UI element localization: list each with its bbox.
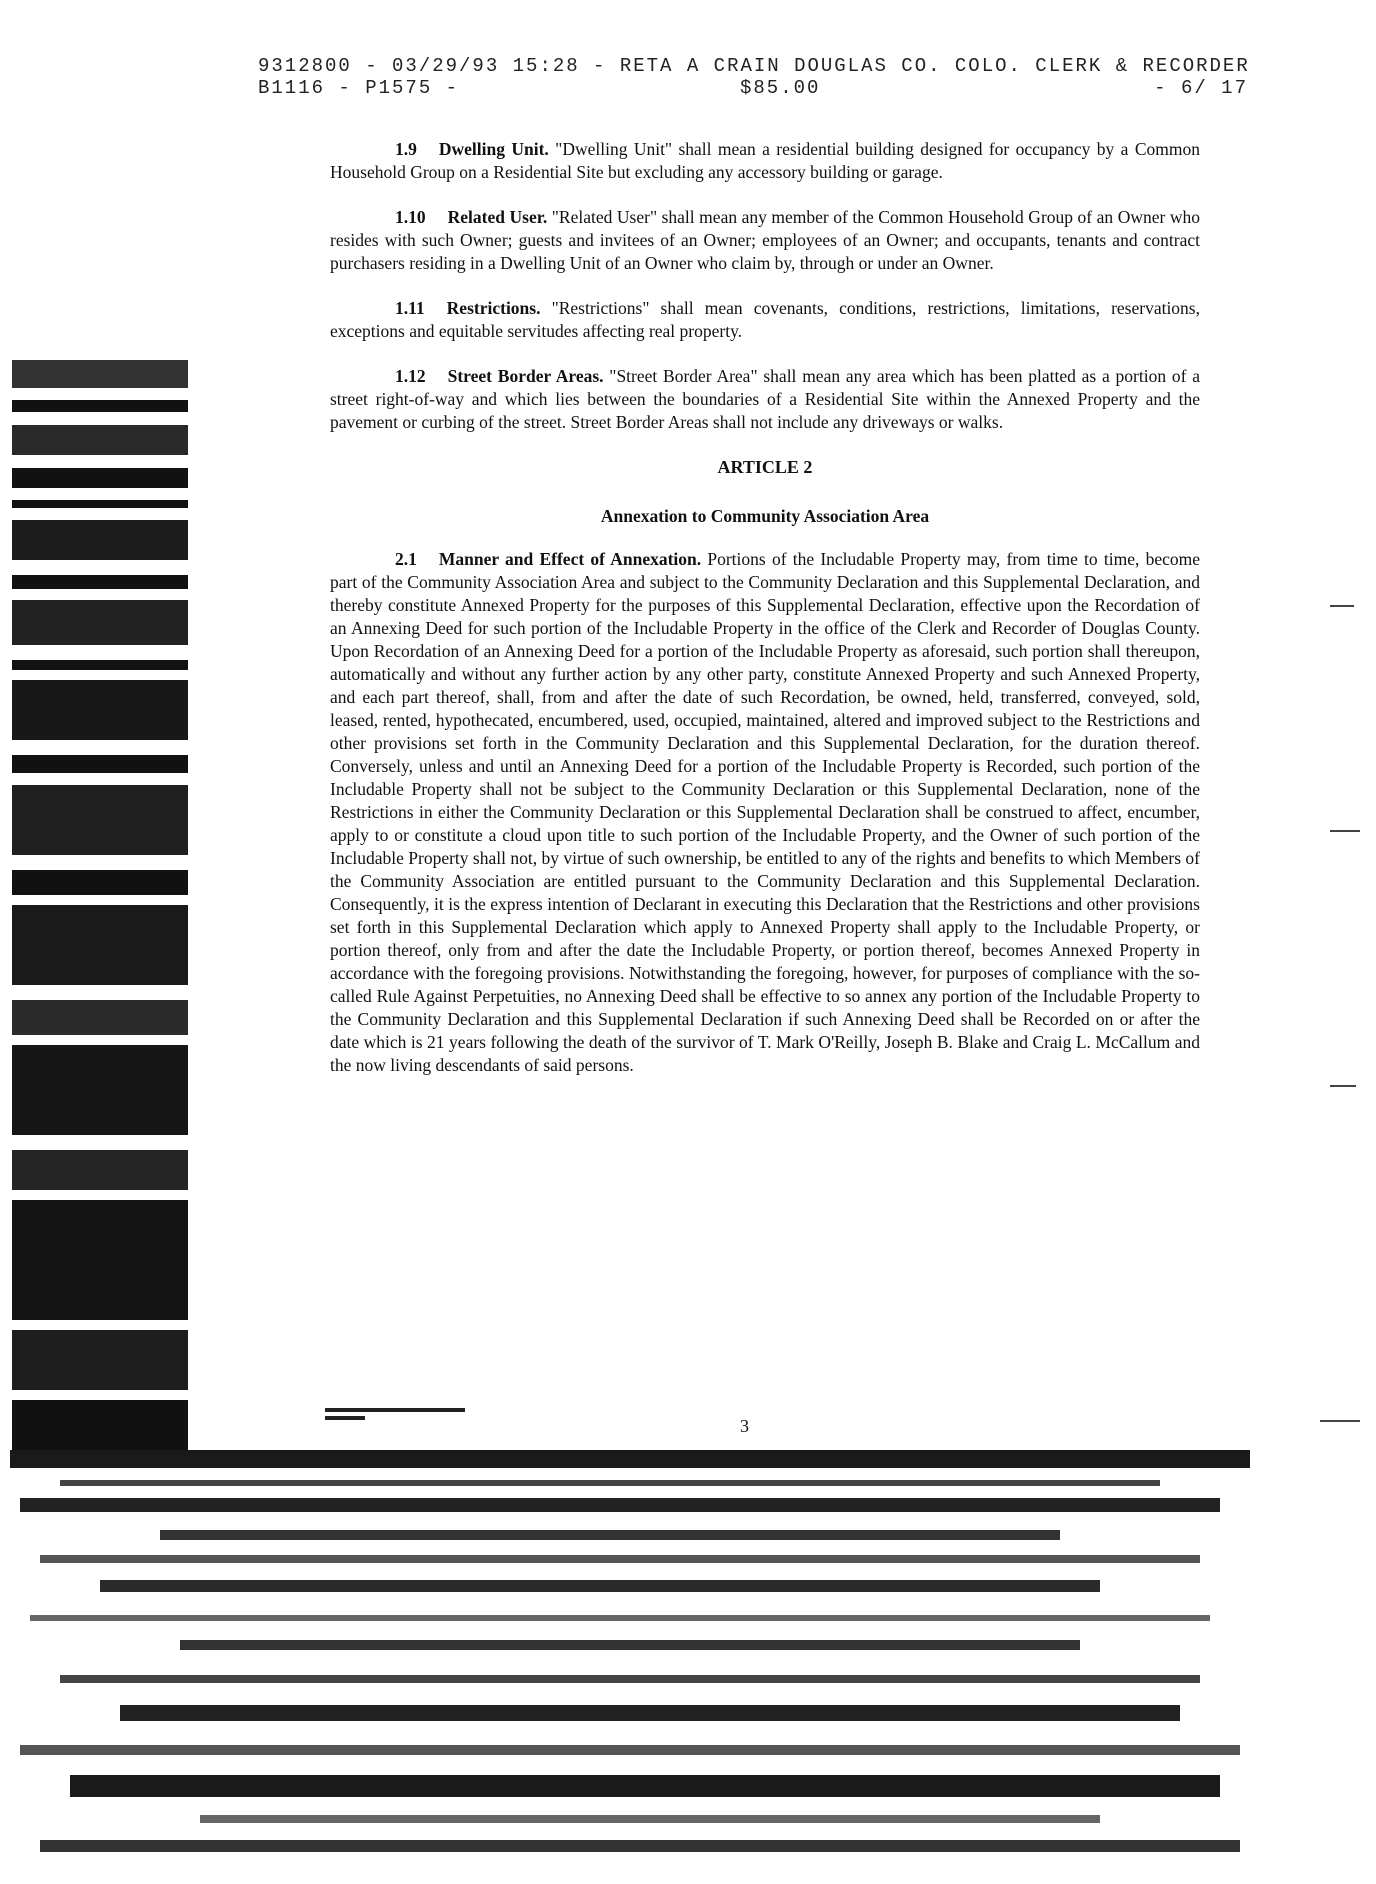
section-term: Restrictions. <box>446 298 541 318</box>
section-text: "Related User" shall mean any member of the Common Household Group of an Owner who resides with such Owner; guests and invitees of an Owner; employees of an Owner; and occupants, tenants and contract purchasers residing in a Dwelling Unit of an Owner who claim by, through or under an Owner. <box>330 207 1200 273</box>
section-text: "Restrictions" shall mean covenants, conditions, restrictions, limitations, reservations, exceptions and equitable servitudes affecting real property. <box>330 298 1200 341</box>
section-1-9 <box>330 138 1200 184</box>
margin-mark <box>1320 1420 1360 1422</box>
scan-artifact-bottom <box>0 1450 1376 1884</box>
section-1-12 <box>330 365 1200 434</box>
document-page <box>190 0 1270 1450</box>
recording-fee: $85.00 <box>740 77 821 99</box>
section-term: Manner and Effect of Annexation. <box>438 549 702 569</box>
margin-mark <box>1330 830 1360 832</box>
section-text: "Dwelling Unit" shall mean a residential building designed for occupancy by a Common Household Group on a Residential Site but excluding any accessory building or garage. <box>330 139 1200 182</box>
margin-mark <box>1330 1085 1356 1087</box>
section-number: 1.9 <box>395 139 417 159</box>
section-number: 2.1 <box>395 549 417 569</box>
margin-mark <box>1330 605 1354 607</box>
section-term: Related User. <box>447 207 548 227</box>
section-number: 1.12 <box>395 366 426 386</box>
page-number: 3 <box>740 1416 749 1436</box>
section-number: 1.10 <box>395 207 426 227</box>
recording-page-count: - 6/ 17 <box>1154 77 1248 99</box>
section-term: Street Border Areas. <box>447 366 604 386</box>
section-1-10 <box>330 206 1200 275</box>
file-code-mark <box>325 1406 475 1429</box>
recording-line-1: 9312800 - 03/29/93 15:28 - RETA A CRAIN DOUGLAS CO. COLO. CLERK & RECORDER <box>258 55 1250 77</box>
section-text: "Street Border Area" shall mean any area which has been platted as a portion of a street right-of-way and which lies between the boundaries of a Residential Site within the Annexed Property and the pavement or curbing of the street. Street Border Areas shall not include any driveways or walks. <box>330 366 1201 432</box>
article-title: ARTICLE 2 <box>717 457 813 477</box>
section-1-11 <box>330 297 1200 343</box>
article-subtitle: Annexation to Community Association Area <box>600 506 930 526</box>
recording-stamp <box>258 55 1258 99</box>
document-body <box>330 138 1200 1099</box>
section-number: 1.11 <box>395 298 425 318</box>
book-page-reference: B1116 - P1575 - <box>258 77 460 99</box>
scan-artifact-left <box>0 0 190 1460</box>
section-term: Dwelling Unit. <box>438 139 549 159</box>
section-2-1 <box>330 548 1200 1077</box>
illegible-file-code-icon <box>325 1406 475 1426</box>
section-text: Portions of the Includable Property may, from time to time, become part of the Community Association Area and subject to the Community Declaration and this Supplemental Declaration, and thereby constitute Annexed Property for the purposes of this Supplemental Declaration, effective upon the Recordation of an Annexing Deed for such portion of the Includable Property in the office of the Clerk and Recorder of Douglas County. Upon Recordation of an Annexing Deed for a portion of the Includable Property as aforesaid, such portion shall thereupon, automatically and without any further action by any other party, constitute Annexed Property and such Annexed Property, and each part thereof, shall, from and after the date of such Recordation, be owned, held, transferred, conveyed, sold, leased, rented, hypothecated, encumbered, used, occupied, maintained, altered and improved subject to the Restrictions and other provisions set forth in the Community Declaration and this Supplemental Declaration, for the duration thereof. Conversely, unless and until an Annexing Deed for a portion of the Includable Property is Recorded, such portion of the Includable Property shall not be subject to the Community Declaration or this Supplemental Declaration, none of the Restrictions in either the Community Declaration or this Supplemental Declaration shall be construed to affect, encumber, apply to or constitute a cloud upon title to such portion of the Includable Property, and the Owner of such portion of the Includable Property shall not, by virtue of such ownership, be entitled to any of the rights and benefits to which Members of the Community Association are entitled pursuant to the Community Declaration and this Supplemental Declaration. Consequently, it is the express intention of Declarant in executing this Declaration that the Restrictions and other provisions set forth in this Supplemental Declaration which apply to Annexed Property shall apply to the Includable Property, or portion thereof, only from and after the date the Includable Property, or portion thereof, becomes Annexed Property in accordance with the foregoing provisions. Notwithstanding the foregoing, however, for purposes of compliance with the so-called Rule Against Perpetuities, no Annexing Deed shall be effective to so annex any portion of the Includable Property to the Community Declaration and this Supplemental Declaration if such Annexing Deed shall be Recorded on or after the date which is 21 years following the death of the survivor of T. Mark O'Reilly, Joseph B. Blake and Craig L. McCallum and the now living descendants of said persons. <box>330 549 1201 1075</box>
